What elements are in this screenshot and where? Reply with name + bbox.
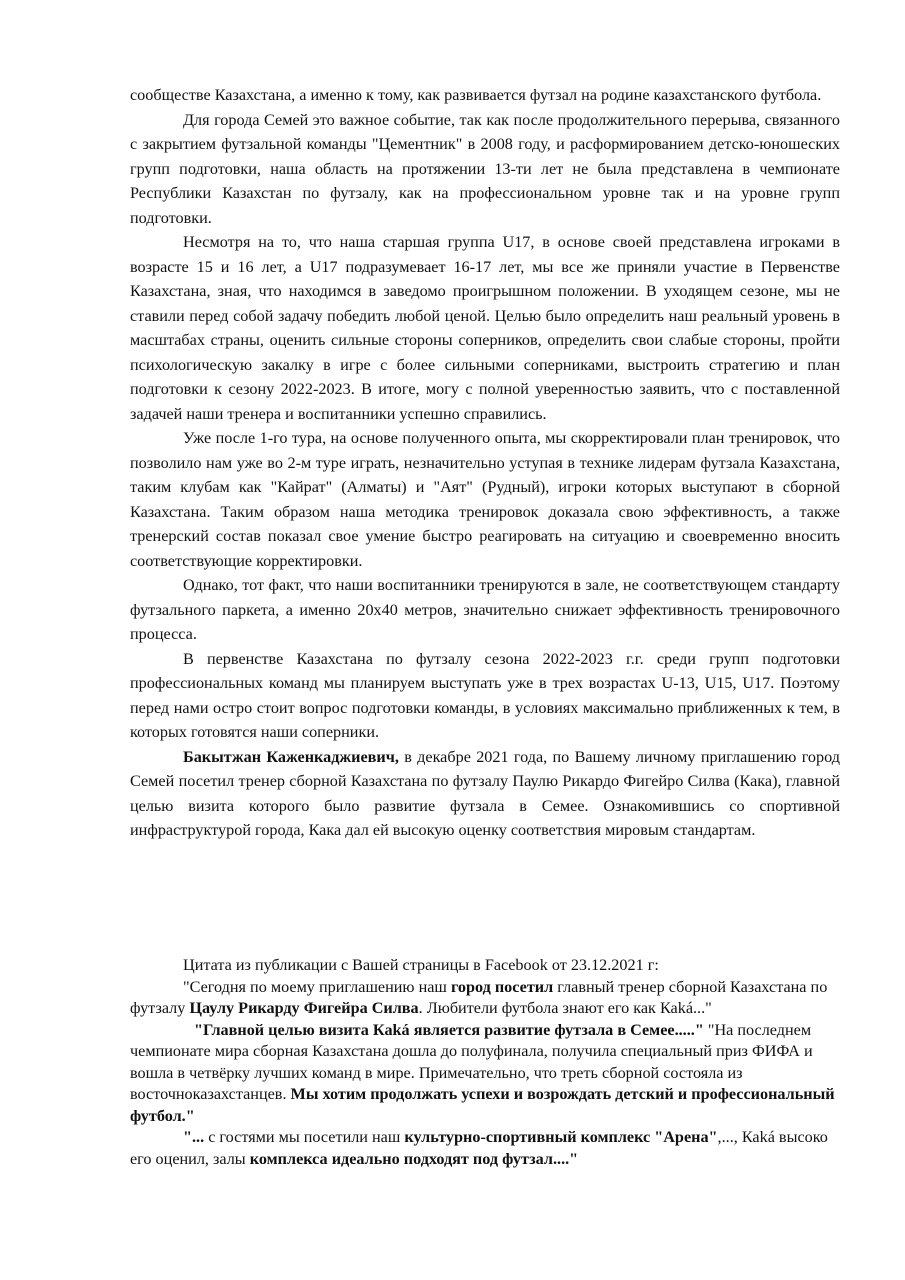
paragraph-continuation: сообществе Казахстана, а именно к тому, как развивается футзал на родине казахстанского футбола. <box>130 86 822 104</box>
q1-part-b: город посетил <box>450 977 554 996</box>
facebook-quote-block <box>130 955 840 1170</box>
q2-part-c: Мы хотим продолжать успехи и возрождать детский и профессиональный футбол." <box>130 1085 835 1125</box>
q2-part-b: "На последнем чемпионате мира сборная Казахстана дошла до полуфинала, получила специальный приз ФИФА и вошла в четвёрку лучших команд в мире. Примечательно, что треть сборной состояла из восточноказахстанцев. <box>130 1020 813 1103</box>
quote-intro: Цитата из публикации с Вашей страницы в Facebook от 23.12.2021 г: <box>183 956 659 974</box>
q1-part-a: "Сегодня по моему приглашению наш <box>183 977 451 996</box>
quote-second <box>130 1020 840 1128</box>
paragraph-hall-size: Однако, тот факт, что наши воспитанники тренируются в зале, не соответствующем стандарту футзального паркета, а именно 20х40 метров, значительно снижает эффективность тренировочного процесса. <box>130 576 840 643</box>
paragraph-u17-participation: Несмотря на то, что наша старшая группа U17, в основе своей представлена игроками в возрасте 15 и 16 лет, а U17 подразумевает 16-17 лет, мы все же приняли участие в Первенстве Казахстана, зная, что находимся в заведомо проигрышном положении. В уходящем сезоне, мы не ставили перед собой задачу победить любой ценой. Целью было определить наш реальный уровень в масштабах страны, оценить сильные стороны соперников, определить свои слабые стороны, пройти психологическую закалку в игре с более сильными соперниками, выстроить стратегию и план подготовки к сезону 2022-2023. В итоге, могу с полной уверенностью заявить, что с поставленной задачей наши тренера и воспитанники успешно справились. <box>130 233 840 423</box>
letter-body <box>130 83 840 843</box>
addressee-name: Бакытжан Каженкаджиевич, <box>183 747 399 766</box>
q2-part-a: "Главной целью визита Каká является развитие футзала в Семее....." <box>194 1020 704 1039</box>
q3-part-d: ,..., Каká высоко его оценил, залы <box>130 1128 828 1168</box>
paragraph-next-season: В первенстве Казахстана по футзалу сезона 2022-2023 г.г. среди групп подготовки профессиональных команд мы планируем выступать уже в трех возрастах U-13, U15, U17. Поэтому перед нами остро стоит вопрос подготовки команды, в условиях максимально приближенных к тем, в которых готовятся наши соперники. <box>130 649 840 741</box>
q1-part-d: Цаулу Рикарду Фигейра Силва <box>189 999 419 1017</box>
q1-part-c: главный тренер сборной Казахстана по футзалу <box>130 977 828 1017</box>
q3-part-e: комплекса идеально подходят под футзал...." <box>249 1149 579 1168</box>
paragraph-coach-visit <box>130 745 840 843</box>
q3-part-b: с гостями мы посетили наш <box>204 1128 405 1146</box>
paragraph-training-adjustment: Уже после 1-го тура, на основе полученного опыта, мы скорректировали план тренировок, что позволило нам уже во 2-м туре играть, незначительно уступая в технике лидерам футзала Казахстана, таким клубам как "Кайрат" (Алматы) и "Аят" (Рудный), игроки которых выступают в сборной Казахстана. Таким образом наша методика тренировок доказала свою эффективность, а также тренерский состав показал свое умение быстро реагировать на ситуацию и своевременно вносить соответствующие корректировки. <box>130 429 840 570</box>
q1-part-e: . Любители футбола знают его как Каká..." <box>418 999 712 1017</box>
quote-third <box>130 1127 840 1170</box>
coach-visit-text: в декабре 2021 года, по Вашему личному приглашению город Семей посетил тренер сборной Казахстана по футзалу Паулю Рикардо Фигейро Силва (Кака), главной целью визита которого было развитие футзала в Семее. Ознакомившись со спортивной инфраструктурой города, Кака дал ей высокую оценку соответствия мировым стандартам. <box>130 747 840 839</box>
q3-part-c: культурно-спортивный комплекс "Арена" <box>404 1128 718 1146</box>
paragraph-semey-event: Для города Семей это важное событие, так как после продолжительного перерыва, связанного с закрытием футзальной команды "Цементник" в 2008 году, и расформированием детско-юношеских групп подготовки, наша область на протяжении 13-ти лет не была представлена в чемпионате Республики Казахстан по футзалу, как на профессиональном уровне так и на уровне групп подготовки. <box>130 110 840 227</box>
q3-part-a: "... <box>183 1128 205 1146</box>
quote-first <box>130 977 840 1020</box>
